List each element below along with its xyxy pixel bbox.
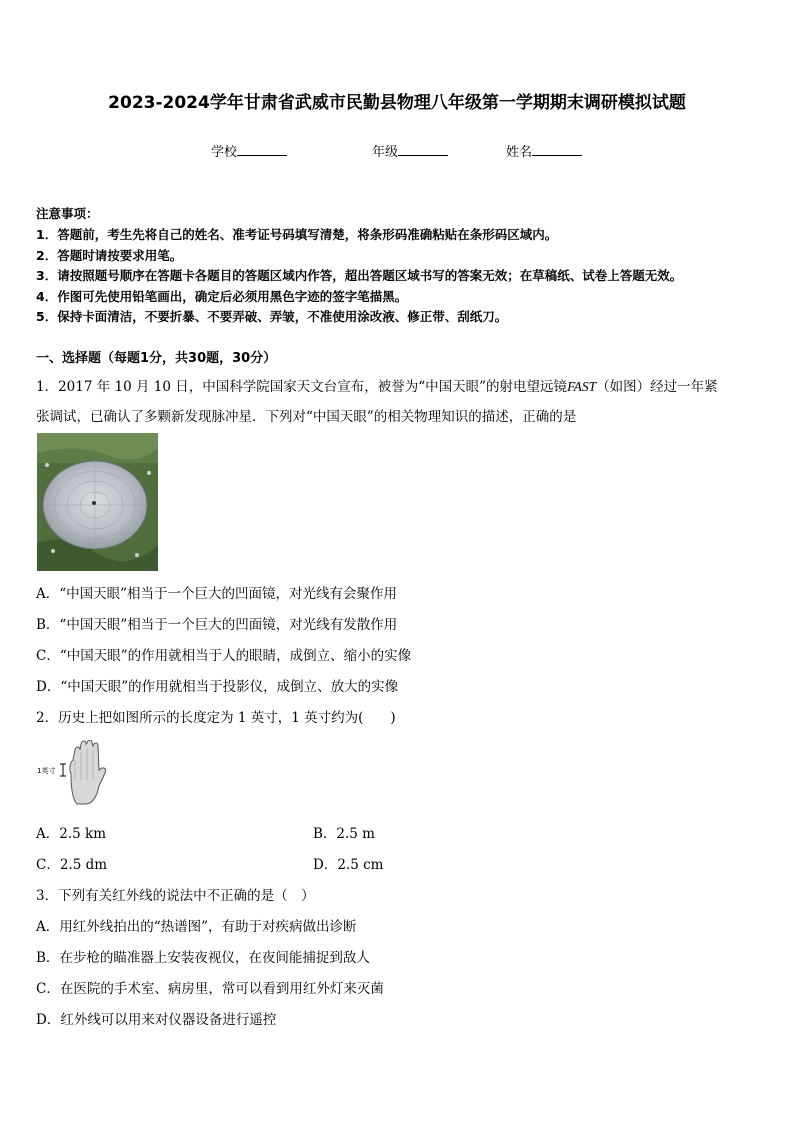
- hand-icon: [59, 740, 115, 806]
- question-2-stem: 2．历史上把如图所示的长度定为 1 英寸，1 英寸约为( ): [36, 710, 396, 726]
- school-field[interactable]: [211, 141, 287, 160]
- q1-text-b: （如图）经过一年紧: [596, 379, 718, 395]
- question-1-stem-line2: 张调试，已确认了多颗新发现脉冲星．下列对“中国天眼”的相关物理知识的描述，正确的是: [36, 409, 577, 425]
- q2-option-a[interactable]: A．2.5 km: [36, 826, 106, 842]
- name-field[interactable]: [506, 141, 582, 160]
- q3-option-b[interactable]: B．在步枪的瞄准器上安装夜视仪，在夜间能捕捉到敌人: [36, 950, 370, 966]
- q3-option-d[interactable]: D．红外线可以用来对仪器设备进行遥控: [36, 1012, 277, 1028]
- fast-telescope-photo: [37, 433, 158, 571]
- notice-heading: 注意事项：: [36, 206, 99, 221]
- q2-option-b[interactable]: B．2.5 m: [313, 826, 375, 842]
- q1-option-b[interactable]: B．“中国天眼”相当于一个巨大的凹面镜，对光线有发散作用: [36, 617, 398, 633]
- page-title: 2023-2024学年甘肃省武威市民勤县物理八年级第一学期期末调研模拟试题: [108, 93, 686, 113]
- inch-label: 1英寸: [37, 767, 56, 775]
- q1-option-c[interactable]: C．“中国天眼”的作用就相当于人的眼睛，成倒立、缩小的实像: [36, 648, 412, 664]
- q2-option-d[interactable]: D．2.5 cm: [313, 857, 384, 873]
- notice-item: 1．答题前，考生先将自己的姓名、准考证号码填写清楚，将条形码准确粘贴在条形码区域内。: [36, 227, 558, 242]
- inch-hand-figure: [37, 740, 117, 806]
- notice-item: 2．答题时请按要求用笔。: [36, 248, 183, 263]
- grade-field[interactable]: [372, 141, 448, 160]
- notice-item: 4．作图可先使用铅笔画出，确定后必须用黑色字迹的签字笔描黑。: [36, 289, 408, 304]
- notice-item: 5．保持卡面清洁，不要折暴、不要弄破、弄皱，不准使用涂改液、修正带、刮纸刀。: [36, 309, 508, 324]
- q1-fast-term: FAST: [567, 379, 597, 394]
- school-label: 学校: [211, 145, 238, 160]
- q1-option-a[interactable]: A．“中国天眼”相当于一个巨大的凹面镜，对光线有会聚作用: [36, 586, 398, 602]
- q1-option-d[interactable]: D．“中国天眼”的作用就相当于投影仪，成倒立、放大的实像: [36, 679, 399, 695]
- q1-text-a: 1．2017 年 10 月 10 日，中国科学院国家天文台宣布，被誉为“中国天眼”的射电望远镜: [36, 379, 568, 395]
- name-blank[interactable]: [532, 143, 582, 156]
- notice-item: 3．请按照题号顺序在答题卡各题目的答题区域内作答，超出答题区域书写的答案无效；在草稿纸、试卷上答题无效。: [36, 268, 683, 283]
- name-label: 姓名: [506, 145, 533, 160]
- section-heading: 一、选择题（每题1分，共30题，30分）: [36, 351, 277, 366]
- question-1-stem-line1: [36, 375, 718, 395]
- grade-blank[interactable]: [398, 143, 448, 156]
- q3-option-c[interactable]: C．在医院的手术室、病房里，常可以看到用红外灯来灭菌: [36, 981, 384, 997]
- grade-label: 年级: [372, 145, 399, 160]
- q2-option-c[interactable]: C．2.5 dm: [36, 857, 108, 873]
- q3-option-a[interactable]: A．用红外线拍出的“热谱图”，有助于对疾病做出诊断: [36, 919, 357, 935]
- school-blank[interactable]: [237, 143, 287, 156]
- question-3-stem: 3．下列有关红外线的说法中不正确的是（ ）: [36, 888, 315, 904]
